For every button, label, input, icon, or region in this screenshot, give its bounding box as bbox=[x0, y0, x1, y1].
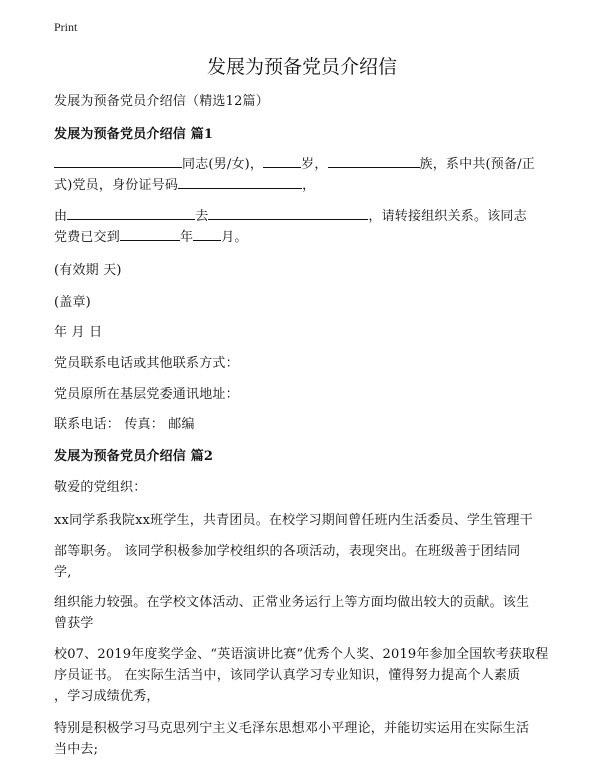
paragraph-line: 部等职务。 该同学积极参加学校组织的各项活动，表现突出。在班级善于团结同 bbox=[54, 544, 521, 559]
section-heading-2: 发展为预备党员介绍信 篇2 bbox=[54, 449, 214, 464]
section-heading-1: 发展为预备党员介绍信 篇1 bbox=[54, 127, 214, 142]
from-blank bbox=[67, 207, 195, 220]
salutation: 敬爱的党组织： bbox=[54, 480, 147, 495]
form-line-2: 式)党员，身份证号码 ， bbox=[54, 178, 316, 193]
ethnicity-blank bbox=[328, 155, 420, 168]
paragraph-line: xx同学系我院xx班学生，共青团员。在校学习期间曾任班内生活委员、学生管理干 bbox=[54, 513, 533, 528]
paragraph-line: 当中去; bbox=[54, 742, 99, 757]
page-title: 发展为预备党员介绍信 bbox=[206, 56, 397, 78]
form-line-4: 党费已交到 年 月。 bbox=[54, 230, 248, 245]
print-link[interactable]: Print bbox=[54, 20, 78, 34]
paragraph-line: 校07、2019年度奖学金、“英语演讲比赛”优秀个人奖、2019年参加全国软考获取程 bbox=[54, 647, 549, 662]
to-blank bbox=[208, 207, 368, 220]
name-blank bbox=[54, 155, 182, 168]
form-line-3: 由 去 ，请转接组织关系。该同志 bbox=[54, 209, 527, 224]
validity: (有效期 天) bbox=[54, 263, 122, 278]
contact-phone: 党员联系电话或其他联系方式： bbox=[54, 356, 239, 371]
date-line: 年 月 日 bbox=[54, 325, 103, 340]
paragraph-line: 学, bbox=[54, 565, 72, 580]
age-blank bbox=[263, 155, 301, 168]
phone-fax: 联系电话： 传真： 邮编 bbox=[54, 417, 195, 432]
paragraph-line: 曾获学 bbox=[54, 616, 94, 631]
address: 党员原所在基层党委通讯地址： bbox=[54, 387, 239, 402]
subtitle: 发展为预备党员介绍信（精选12篇） bbox=[54, 94, 269, 109]
paragraph-line: 特别是积极学习马克思列宁主义毛泽东思想邓小平理论，并能切实运用在实际生活 bbox=[54, 721, 530, 736]
dues-month-blank bbox=[193, 228, 221, 241]
paragraph-line: 序员证书。 在实际生活当中，该同学认真学习专业知识，懂得努力提高个人素质 bbox=[54, 668, 521, 683]
paragraph-line: 组织能力较强。在学校文体活动、正常业务运行上等方面均做出较大的贡献。该生 bbox=[54, 595, 530, 610]
seal: (盖章) bbox=[54, 295, 91, 310]
paragraph-line: ，学习成绩优秀， bbox=[54, 689, 160, 704]
dues-year-blank bbox=[120, 228, 180, 241]
id-number-blank bbox=[178, 176, 302, 189]
form-line-1: 同志(男/女)， 岁， 族，系中共(预备/正 bbox=[54, 154, 550, 175]
